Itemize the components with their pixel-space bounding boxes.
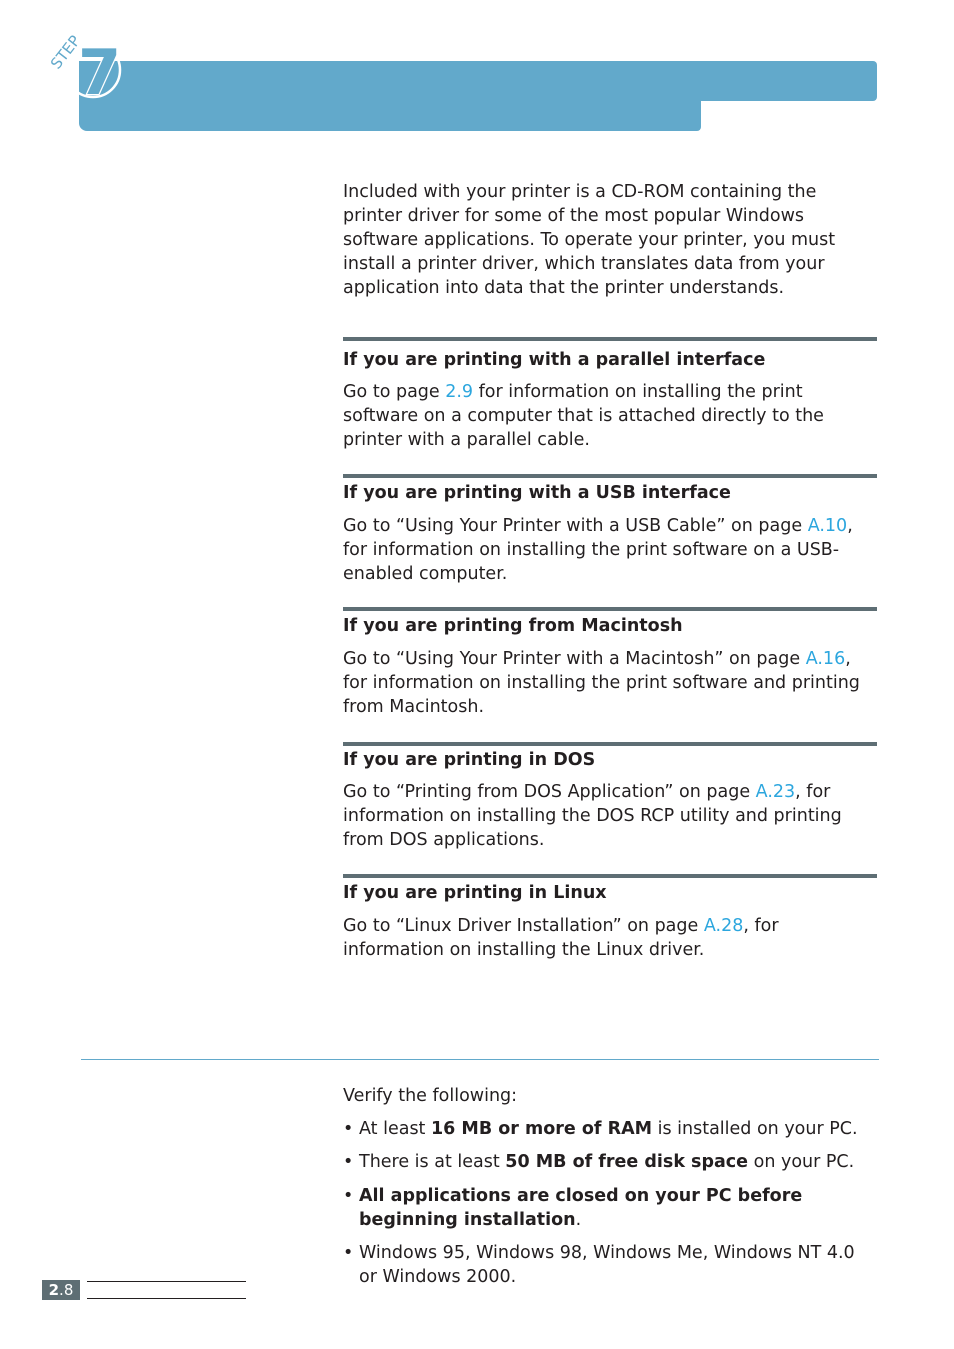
footer-rule xyxy=(87,1298,246,1299)
section-body-linux: Go to “Linux Driver Installation” on page A.28, for information on installing the Linux driver. xyxy=(343,916,779,960)
footer-rule xyxy=(87,1281,246,1282)
section-body-macintosh: Go to “Using Your Printer with a Macintosh” on page A.16, for information on installing the print software and printing from Macintosh. xyxy=(343,649,860,717)
section-divider xyxy=(343,337,877,341)
section-heading-usb: If you are printing with a USB interface xyxy=(343,483,731,503)
section-heading-dos: If you are printing in DOS xyxy=(343,750,596,770)
section-body-dos: Go to “Printing from DOS Application” on page A.23, for information on installing the DOS RCP utility and printing from DOS applications. xyxy=(343,782,842,850)
page-link[interactable]: A.16 xyxy=(805,649,846,669)
section-separator xyxy=(81,1059,879,1060)
page-link[interactable]: A.23 xyxy=(755,782,796,802)
section-divider xyxy=(343,874,877,878)
header-banner xyxy=(79,61,701,131)
section-heading-linux: If you are printing in Linux xyxy=(343,883,607,903)
section-divider xyxy=(343,607,877,611)
page-link[interactable]: 2.9 xyxy=(445,382,474,402)
step-number: 7 xyxy=(78,36,122,109)
page-link[interactable]: A.28 xyxy=(703,916,744,936)
verify-intro: Verify the following: xyxy=(343,1086,518,1106)
section-heading-macintosh: If you are printing from Macintosh xyxy=(343,616,683,636)
list-item: • At least 16 MB or more of RAM is installed on your PC. xyxy=(343,1119,858,1139)
step-badge-icon xyxy=(44,28,134,118)
step-label: STEP xyxy=(46,32,85,73)
section-divider xyxy=(343,742,877,746)
section-body-usb: Go to “Using Your Printer with a USB Cable” on page A.10, for information on installing the print software on a USB-enabled computer. xyxy=(343,516,853,584)
section-divider xyxy=(343,474,877,478)
intro-paragraph: Included with your printer is a CD-ROM containing the printer driver for some of the most popular Windows software applications. To operate your printer, you must install a printer driver, which translates data from your application into data that the printer understands. xyxy=(343,182,836,298)
page-link[interactable]: A.10 xyxy=(807,516,848,536)
list-item: • Windows 95, Windows 98, Windows Me, Windows NT 4.0 or Windows 2000. xyxy=(343,1243,855,1287)
list-item: • There is at least 50 MB of free disk space on your PC. xyxy=(343,1152,855,1172)
section-heading-parallel: If you are printing with a parallel interface xyxy=(343,350,766,370)
section-body-parallel: Go to page 2.9 for information on installing the print software on a computer that is attached directly to the printer with a parallel cable. xyxy=(343,382,824,450)
page-number: 2.8 xyxy=(42,1280,80,1300)
list-item: • All applications are closed on your PC before beginning installation. xyxy=(343,1186,803,1230)
